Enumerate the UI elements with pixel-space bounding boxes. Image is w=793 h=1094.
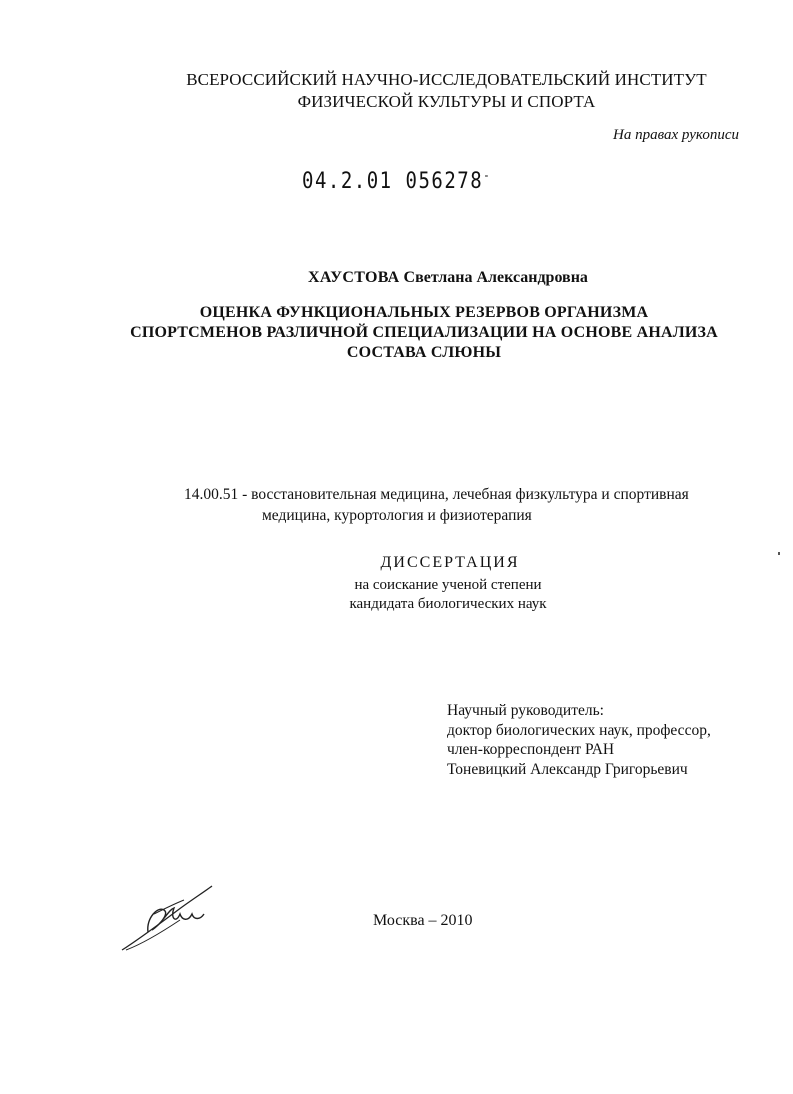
stamp-code: 04.2.01 056278- xyxy=(302,168,492,194)
author-surname: ХАУСТОВА xyxy=(308,269,400,286)
title-line-2: СПОРТСМЕНОВ РАЗЛИЧНОЙ СПЕЦИАЛИЗАЦИИ НА ОСНОВЕ АНАЛИЗА xyxy=(130,324,718,341)
institute-name xyxy=(0,69,793,113)
supervisor-title-2: член-корреспондент РАН xyxy=(447,741,615,758)
supervisor-name: Тоневицкий Александр Григорьевич xyxy=(447,760,688,778)
author xyxy=(308,269,588,287)
degree-line-1: на соискание ученой степени xyxy=(354,577,542,593)
degree-line-2: кандидата биологических наук xyxy=(349,596,547,612)
supervisor-title-1: доктор биологических наук, профессор, xyxy=(447,721,711,739)
dissertation-title xyxy=(0,303,793,363)
stamp-code-text: 04.2.01 056278 xyxy=(302,168,484,194)
title-line-3: СОСТАВА СЛЮНЫ xyxy=(346,344,502,361)
specialty-line-1: 14.00.51 - восстановительная медицина, лечебная физкультура и спортивная xyxy=(184,486,689,503)
supervisor-label: Научный руководитель: xyxy=(447,702,604,719)
document-type: ДИССЕРТАЦИЯ xyxy=(380,554,520,571)
supervisor-block xyxy=(447,701,711,779)
institute-line-2: ФИЗИЧЕСКОЙ КУЛЬТУРЫ И СПОРТА xyxy=(297,92,596,111)
author-given-names: Светлана Александровна xyxy=(403,269,588,286)
title-line-1: ОЦЕНКА ФУНКЦИОНАЛЬНЫХ РЕЗЕРВОВ ОРГАНИЗМА xyxy=(199,304,649,321)
city-year: Москва – 2010 xyxy=(373,912,473,929)
scan-speck xyxy=(778,552,780,555)
manuscript-note: На правах рукописи xyxy=(613,127,739,143)
institute-line-1: ВСЕРОССИЙСКИЙ НАУЧНО-ИССЛЕДОВАТЕЛЬСКИЙ ИНСТИТУТ xyxy=(186,70,707,89)
degree xyxy=(0,576,793,614)
handwritten-signature xyxy=(118,880,218,955)
specialty-line-2: медицина, курортология и физиотерапия xyxy=(262,507,532,524)
